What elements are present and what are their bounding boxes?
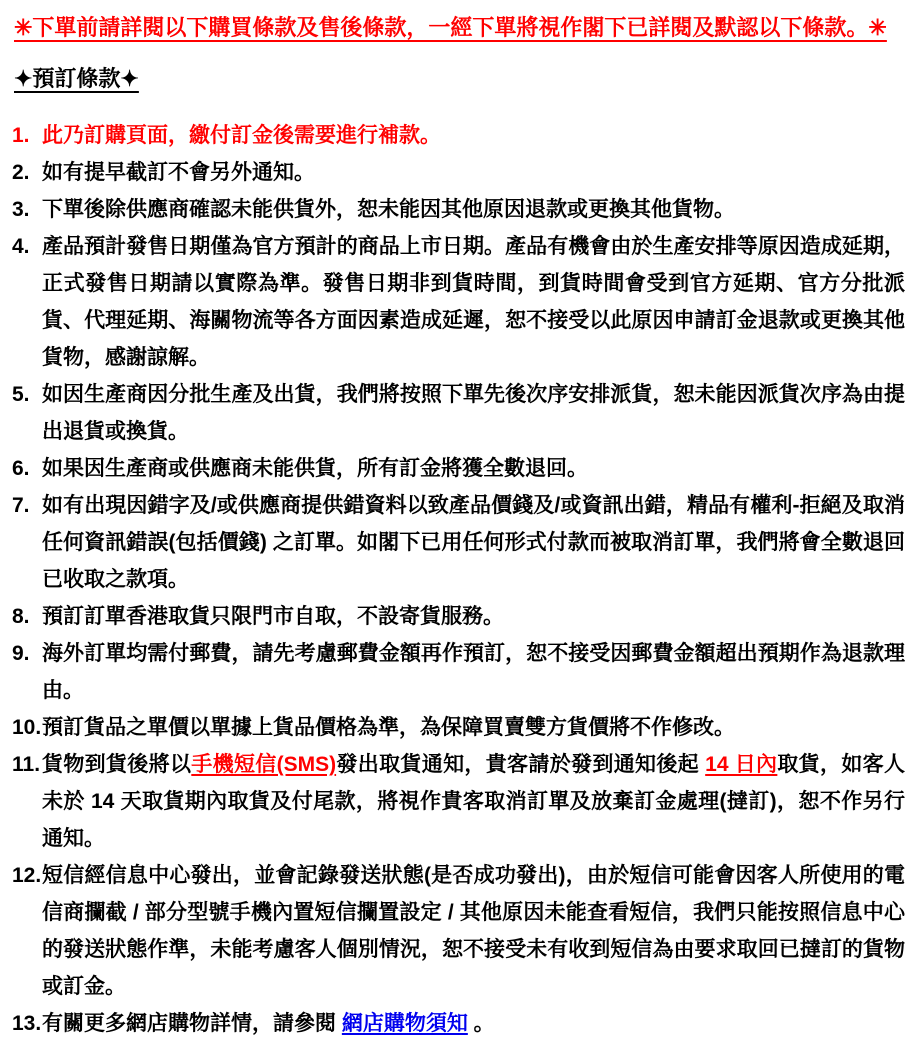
term-item (12, 746, 905, 857)
term-item (12, 450, 905, 487)
term-number: 11. (12, 753, 41, 776)
term-text: 此乃訂購頁面，繳付訂金後需要進行補款。 (42, 124, 441, 147)
term-item (12, 1005, 905, 1042)
sms-notice-emphasis: 手機短信(SMS) (191, 753, 337, 776)
purchase-notice-banner: ✳下單前請詳閱以下購買條款及售後條款，一經下單將視作閣下已詳閱及默認以下條款。✳ (14, 15, 887, 40)
term-item (12, 598, 905, 635)
term-text: 有關更多網店購物詳情，請參閱 網店購物須知 。 (42, 1012, 495, 1035)
terms-list (12, 117, 905, 1042)
term-text: 預訂訂單香港取貨只限門市自取，不設寄貨服務。 (42, 605, 504, 628)
term-number: 2. (12, 161, 30, 184)
term-number: 9. (12, 642, 30, 665)
term-number: 5. (12, 383, 30, 406)
term-text: 下單後除供應商確認未能供貨外，恕未能因其他原因退款或更換其他貨物。 (42, 198, 735, 221)
store-shopping-guide-link[interactable]: 網店購物須知 (341, 1012, 468, 1035)
term-item (12, 191, 905, 228)
term-text: 預訂貨品之單價以單據上貨品價格為準，為保障買賣雙方貨價將不作修改。 (42, 716, 735, 739)
term-text: 如因生產商因分批生產及出貨，我們將按照下單先後次序安排派貨，恕未能因派貨次序為由提出退貨或換貨。 (42, 383, 905, 443)
term-number: 4. (12, 235, 30, 258)
term-item (12, 376, 905, 450)
term-item (12, 154, 905, 191)
section-title: ✦預訂條款✦ (14, 66, 139, 91)
term-number: 6. (12, 457, 30, 480)
term-item (12, 857, 905, 1005)
term-item (12, 228, 905, 376)
term-number: 7. (12, 494, 30, 517)
term-number: 8. (12, 605, 30, 628)
term-text: 產品預計發售日期僅為官方預計的商品上市日期。產品有機會由於生產安排等原因造成延期，正式發售日期請以實際為準。發售日期非到貨時間，到貨時間會受到官方延期、官方分批派貨、代理延期、海關物流等各方面因素造成延遲，恕不接受以此原因申請訂金退款或更換其他貨物，感謝諒解。 (42, 235, 905, 369)
term-number: 3. (12, 198, 30, 221)
term-item (12, 117, 905, 154)
term-number: 10. (12, 716, 42, 739)
term-text: 如果因生產商或供應商未能供貨，所有訂金將獲全數退回。 (42, 457, 588, 480)
term-item (12, 635, 905, 709)
term-text: 如有出現因錯字及/或供應商提供錯資料以致產品價錢及/或資訊出錯，精品有權利-拒絕及取消任何資訊錯誤(包括價錢) 之訂單。如閣下已用任何形式付款而被取消訂單，我們將會全數退回已收取之款項。 (42, 494, 905, 591)
term-number: 13. (12, 1012, 42, 1035)
term-text: 貨物到貨後將以手機短信(SMS)發出取貨通知，貴客請於發到通知後起 14 日內取貨，如客人未於 14 天取貨期內取貨及付尾款，將視作貴客取消訂單及放棄訂金處理(撻訂)，恕不作另行通知。 (42, 753, 905, 850)
term-number: 1. (12, 124, 30, 147)
term-item (12, 709, 905, 746)
term-number: 12. (12, 864, 42, 887)
pickup-deadline-emphasis: 14 日內 (705, 753, 778, 776)
term-text: 海外訂單均需付郵費，請先考慮郵費金額再作預訂，恕不接受因郵費金額超出預期作為退款理由。 (42, 642, 905, 702)
term-item (12, 487, 905, 598)
term-text: 如有提早截訂不會另外通知。 (42, 161, 315, 184)
term-text: 短信經信息中心發出，並會記錄發送狀態(是否成功發出)，由於短信可能會因客人所使用的電信商攔截 / 部分型號手機內置短信攔置設定 / 其他原因未能查看短信，我們只能按照信息中心的發送狀態作準，未能考慮客人個別情況，恕不接受未有收到短信為由要求取回已撻訂的貨物或訂金。 (42, 864, 905, 998)
